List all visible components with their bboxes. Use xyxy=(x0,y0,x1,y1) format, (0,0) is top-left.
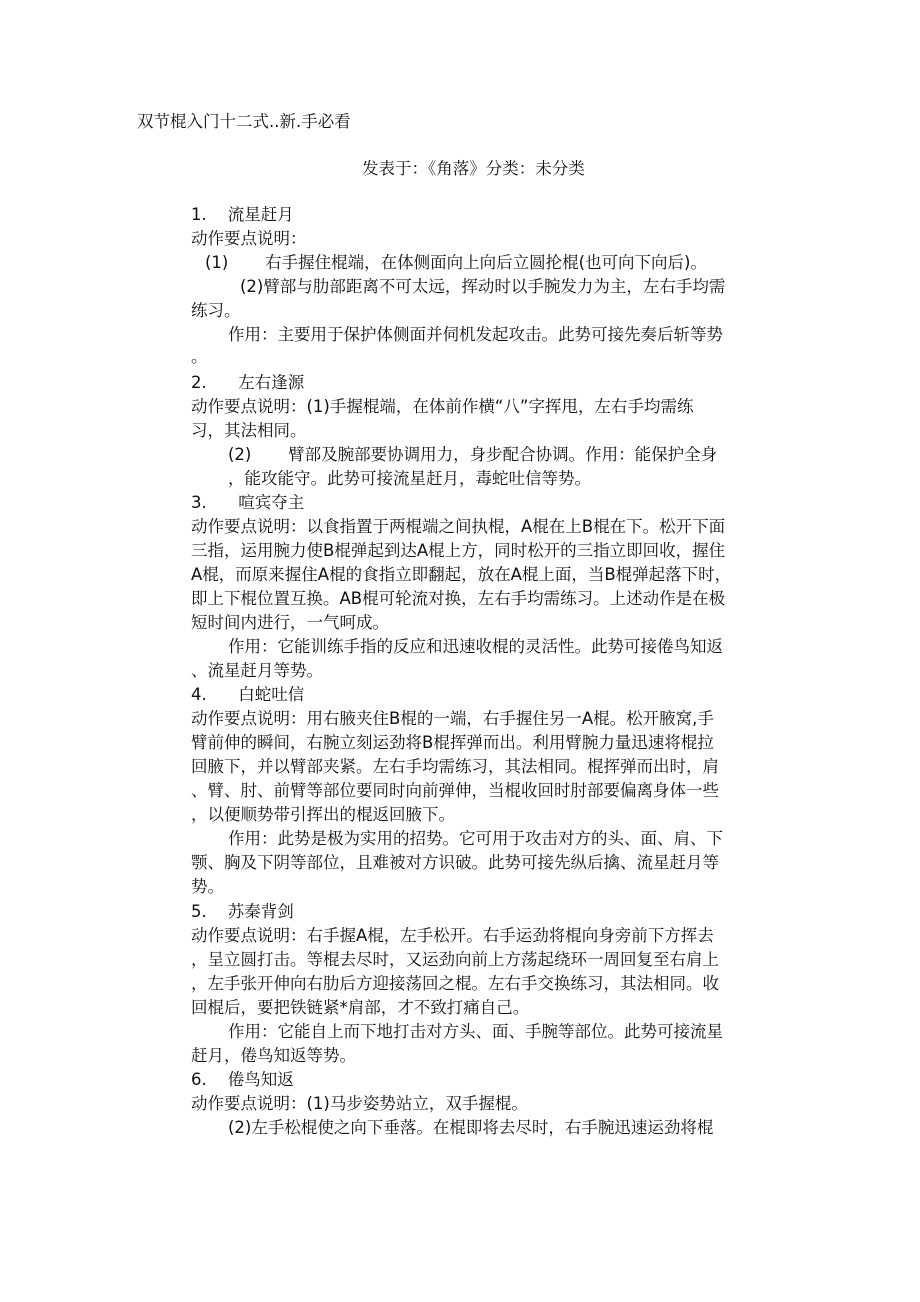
text-line: 动作要点说明：(1)马步姿势站立，双手握棍。 xyxy=(191,1094,528,1113)
text-line: 回腋下，并以臂部夹紧。左右手均需练习，其法相同。棍挥弹而出时，肩 xyxy=(191,757,719,776)
text-line: 三指，运用腕力使B棍弹起到达A棍上方，同时松开的三指立即回收，握住 xyxy=(191,541,726,560)
text-line: 颚、胸及下阴等部位，且难被对方识破。此势可接先纵后擒、流星赶月等 xyxy=(191,853,719,872)
section-heading-6: 6. 倦鸟知返 xyxy=(191,1070,294,1089)
text-line: 练习。 xyxy=(191,301,241,320)
text-line: (2)左手松棍使之向下垂落。在棍即将去尽时，右手腕迅速运劲将棍 xyxy=(228,1118,714,1137)
section-heading-5: 5. 苏秦背剑 xyxy=(191,902,294,921)
text-line: 短时间内进行，一气呵成。 xyxy=(191,613,389,632)
text-line: 习，其法相同。 xyxy=(191,421,307,440)
text-line: ，左手张开伸向右肋后方迎接荡回之棍。左右手交换练习，其法相同。收 xyxy=(191,974,719,993)
text-line: 动作要点说明：(1)手握棍端，在体前作横“八”字挥甩，左右手均需练 xyxy=(191,397,694,416)
text-line: 动作要点说明：以食指置于两棍端之间执棍，A棍在上B棍在下。松开下面 xyxy=(191,517,726,536)
section-heading-1: 1. 流星赶月 xyxy=(191,205,294,224)
text-line: 作用：主要用于保护体侧面并伺机发起攻击。此势可接先奏后斩等势 xyxy=(228,325,723,344)
text-line: ，能攻能守。此势可接流星赶月，毒蛇吐信等势。 xyxy=(228,469,591,488)
text-line: 即上下棍位置互换。AB棍可轮流对换，左右手均需练习。上述动作是在极 xyxy=(191,589,726,608)
text-line: ，以便顺势带引挥出的棍返回腋下。 xyxy=(191,805,455,824)
text-line: (2)臂部与肋部距离不可太远，挥动时以手腕发力为主，左右手均需 xyxy=(240,277,726,296)
text-line: 。 xyxy=(191,347,208,366)
text-line: 动作要点说明：用右腋夹住B棍的一端，右手握住另一A棍。松开腋窝,手 xyxy=(191,709,714,728)
text-line: (1) 右手握住棍端，在体侧面向上向后立圆抡棍(也可向下向后)。 xyxy=(205,253,707,272)
text-line: 赶月，倦鸟知返等势。 xyxy=(191,1046,356,1065)
text-line: 、臂、肘、前臂等部位要同时向前弹伸，当棍收回时肘部要偏离身体一些 xyxy=(191,781,719,800)
text-line: 作用：它能自上而下地打击对方头、面、手腕等部位。此势可接流星 xyxy=(228,1022,723,1041)
section-heading-2: 2. 左右逢源 xyxy=(191,373,305,392)
text-line: 、流星赶月等势。 xyxy=(191,661,323,680)
text-line: 作用：此势是极为实用的招势。它可用于攻击对方的头、面、肩、下 xyxy=(228,829,723,848)
text-line: 动作要点说明：右手握A棍，左手松开。右手运劲将棍向身旁前下方挥去 xyxy=(191,926,714,945)
text-line: 作用：它能训练手指的反应和迅速收棍的灵活性。此势可接倦鸟知返 xyxy=(228,637,723,656)
text-line: 臂前伸的瞬间，右腕立刻运劲将B棍挥弹而出。利用臂腕力量迅速将棍拉 xyxy=(191,733,714,752)
text-line: ，呈立圆打击。等棍去尽时，又运劲向前上方荡起绕环一周回复至右肩上 xyxy=(191,950,719,969)
text-line: 回棍后，要把铁链紧*肩部，才不致打痛自己。 xyxy=(191,998,530,1017)
text-line: (2) 臂部及腕部要协调用力，身步配合协调。作用：能保护全身 xyxy=(228,445,718,464)
post-meta: 发表于：《角落》分类：未分类 xyxy=(362,159,585,178)
section-heading-3: 3. 喧宾夺主 xyxy=(191,493,305,512)
text-line: 动作要点说明： xyxy=(191,229,307,248)
section-heading-4: 4. 白蛇吐信 xyxy=(191,685,305,704)
text-line: 势。 xyxy=(191,877,224,896)
text-line: A棍，而原来握住A棍的食指立即翻起，放在A棍上面，当B棍弹起落下时， xyxy=(191,565,732,584)
document-title: 双节棍入门十二式..新.手必看 xyxy=(137,112,351,131)
